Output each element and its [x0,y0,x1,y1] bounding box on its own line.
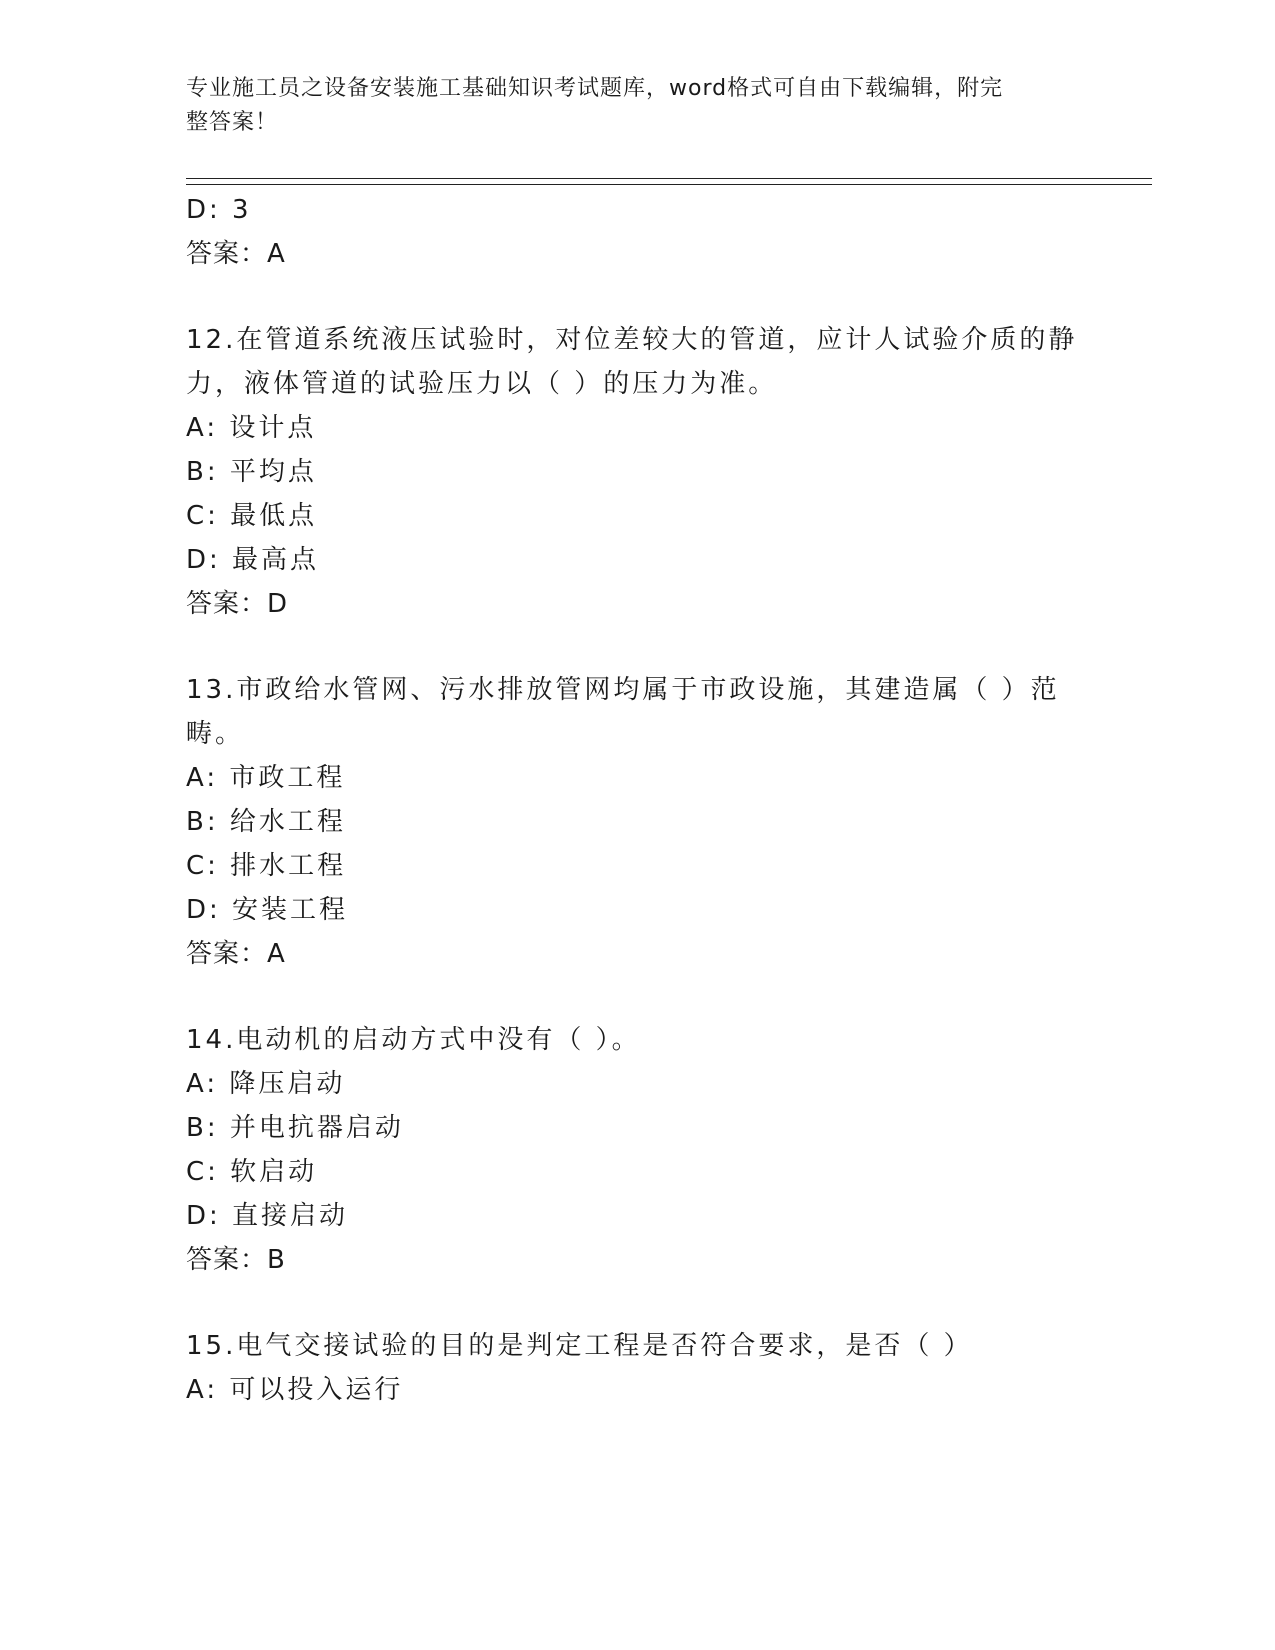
q13-stem-line-1: 13.市政给水管网、污水排放管网均属于市政设施，其建造属（ ）范 [186,675,1060,705]
q13-stem-line-2: 畴。 [186,719,245,749]
q13-option-d: D: 安装工程 [186,895,349,925]
q11-option-d: D: 3 [186,195,252,225]
header-divider-bottom [186,184,1152,185]
q14-option-c: C: 软启动 [186,1157,318,1187]
q13-option-a: A: 市政工程 [186,763,346,793]
q12-option-c: C: 最低点 [186,501,318,531]
q13-answer: 答案：A [186,939,286,969]
q15-option-a: A: 可以投入运行 [186,1375,404,1405]
q14-option-a: A: 降压启动 [186,1069,346,1099]
q12-stem-line-2: 力，液体管道的试验压力以（ ）的压力为准。 [186,369,778,399]
q12-answer: 答案：D [186,589,289,619]
q15-stem-line-1: 15.电气交接试验的目的是判定工程是否符合要求，是否（ ） [186,1331,973,1361]
q14-option-d: D: 直接启动 [186,1201,349,1231]
q12-option-a: A: 设计点 [186,413,317,443]
q13-option-c: C: 排水工程 [186,851,347,881]
q13-option-b: B: 给水工程 [186,807,346,837]
page-header [186,72,1066,140]
header-line-1: 专业施工员之设备安装施工基础知识考试题库，word格式可自由下载编辑，附完 [186,76,1004,101]
q12-option-b: B: 平均点 [186,457,317,487]
q14-answer: 答案：B [186,1245,286,1275]
q11-answer: 答案：A [186,239,286,269]
q12-option-d: D: 最高点 [186,545,320,575]
q14-stem-line-1: 14.电动机的启动方式中没有（ ）。 [186,1025,641,1055]
q12-stem-line-1: 12.在管道系统液压试验时，对位差较大的管道，应计人试验介质的静 [186,325,1078,355]
header-line-2: 整答案！ [186,110,279,135]
q14-option-b: B: 并电抗器启动 [186,1113,404,1143]
header-divider-top [186,178,1152,179]
